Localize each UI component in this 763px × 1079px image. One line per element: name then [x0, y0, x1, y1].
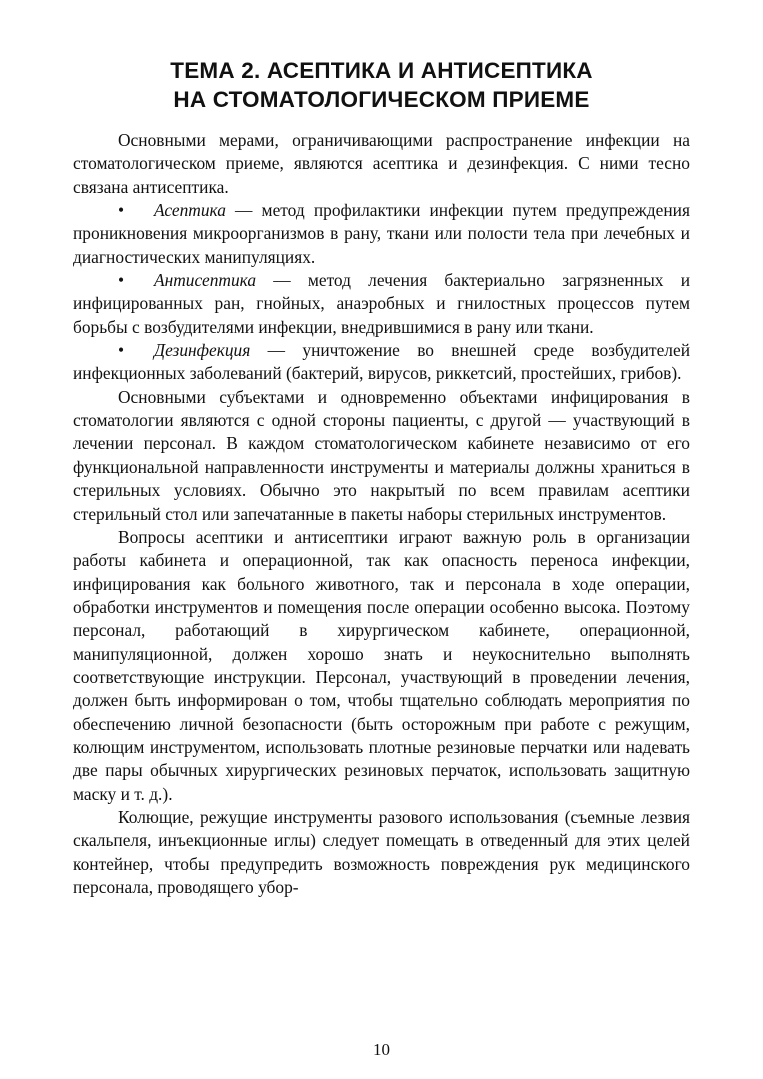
- definition-asepsis: — метод профилактики инфекции путем предупреждения проникновения микроорганизмов в рану, ткани или полости тела при лечебных и диагностических манипуляциях.: [73, 200, 690, 267]
- paragraph-sharp-instruments: Колющие, режущие инструменты разового использования (съемные лезвия скальпеля, инъекционные иглы) следует помещать в отведенный для этих целей контейнер, чтобы предупредить возможность повреждения рук медицинского персонала, проводящего убор-: [73, 806, 690, 897]
- bullet-icon: •: [118, 200, 125, 221]
- definition-antisepsis: — метод лечения бактериально загрязненных и инфицированных ран, гнойных, анаэробных и гнилостных процессов путем борьбы с возбудителями инфекции, внедрившимися в рану или ткани.: [73, 270, 690, 337]
- term-disinfection: Дезинфекция: [154, 340, 251, 361]
- title-line-1: ТЕМА 2. АСЕПТИКА И АНТИСЕПТИКА: [170, 58, 593, 83]
- paragraph-subjects: Основными субъектами и одновременно объектами инфицирования в стоматологии являются с одной стороны пациенты, с другой — участвующий в лечении персонал. В каждом стоматологическом кабинете независимо от его функциональной направленности инструменты и материалы должны храниться в стерильных условиях. Обычно это накрытый по всем правилам асептики стерильный стол или запечатанные в пакеты наборы стерильных инструментов.: [73, 386, 690, 524]
- bullet-item-antisepsis: [73, 269, 690, 339]
- page-number: 10: [373, 1040, 390, 1059]
- bullet-icon: •: [118, 340, 125, 361]
- definition-disinfection: — уничтожение во внешней среде возбудителей инфекционных заболеваний (бактерий, вирусов, риккетсий, простейших, грибов).: [73, 340, 690, 384]
- title-line-2: НА СТОМАТОЛОГИЧЕСКОМ ПРИЕМЕ: [173, 87, 590, 112]
- bullet-item-disinfection: [73, 339, 690, 386]
- bullet-icon: •: [118, 270, 125, 291]
- term-antisepsis: Антисептика: [154, 270, 257, 291]
- body-text: [73, 129, 690, 899]
- page-title: [60, 56, 703, 114]
- paragraph-intro: Основными мерами, ограничивающими распространение инфекции на стоматологическом приеме, являются асептика и дезинфекция. С ними тесно связана антисептика.: [73, 130, 690, 197]
- bullet-item-asepsis: [73, 199, 690, 269]
- paragraph-questions: Вопросы асептики и антисептики играют важную роль в организации работы кабинета и операционной, так как опасность переноса инфекции, инфицирования как больного животного, так и персонала в ходе операции, обработки инструментов и помещения после операции особенно высока. Поэтому персонал, работающий в хирургическом кабинете, операционной, манипуляционной, должен хорошо знать и неукоснительно выполнять соответствующие инструкции. Персонал, участвующий в проведении лечения, должен быть информирован о том, чтобы тщательно соблюдать мероприятия по обеспечению личной безопасности (быть осторожным при работе с режущим, колющим инструментом, использовать плотные резиновые перчатки или надевать две пары обычных хирургических резиновых перчаток, использовать защитную маску и т. д.).: [73, 526, 690, 804]
- term-asepsis: Асептика: [154, 200, 226, 221]
